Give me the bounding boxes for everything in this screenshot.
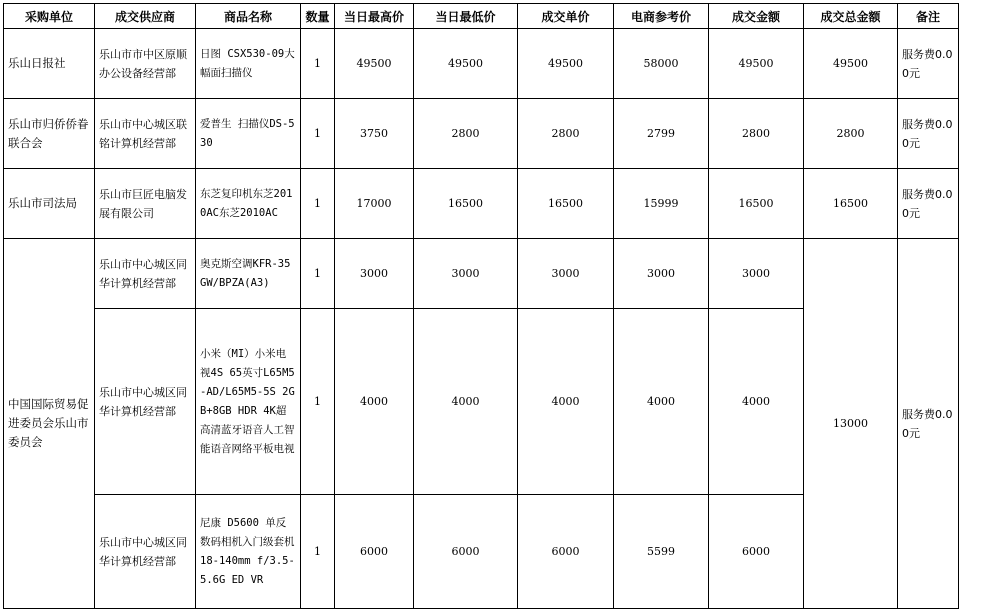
header-daily-high-price: 当日最高价 [335, 4, 414, 29]
quantity-cell: 1 [301, 29, 335, 99]
remarks-cell: 服务费0.00元 [898, 99, 959, 169]
unit-price-cell: 4000 [518, 309, 614, 495]
unit-price-cell: 49500 [518, 29, 614, 99]
purchasing-unit-cell: 乐山市归侨侨眷联合会 [4, 99, 95, 169]
table-row [4, 99, 959, 169]
header-row [4, 4, 959, 29]
daily-high-price-cell: 4000 [335, 309, 414, 495]
daily-high-price-cell: 6000 [335, 495, 414, 609]
amount-cell: 3000 [709, 239, 804, 309]
purchasing-unit-cell: 乐山日报社 [4, 29, 95, 99]
daily-high-price-cell: 17000 [335, 169, 414, 239]
supplier-cell: 乐山市中心城区联铭计算机经营部 [95, 99, 196, 169]
amount-cell: 6000 [709, 495, 804, 609]
reference-price-cell: 58000 [614, 29, 709, 99]
reference-price-cell: 3000 [614, 239, 709, 309]
quantity-cell: 1 [301, 495, 335, 609]
header-unit-price: 成交单价 [518, 4, 614, 29]
total-amount-cell: 2800 [804, 99, 898, 169]
daily-low-price-cell: 2800 [414, 99, 518, 169]
daily-low-price-cell: 49500 [414, 29, 518, 99]
procurement-table [3, 3, 959, 609]
header-amount: 成交金额 [709, 4, 804, 29]
amount-cell: 4000 [709, 309, 804, 495]
daily-low-price-cell: 6000 [414, 495, 518, 609]
header-supplier: 成交供应商 [95, 4, 196, 29]
header-product-name: 商品名称 [196, 4, 301, 29]
procurement-table-wrapper [3, 3, 959, 609]
unit-price-cell: 16500 [518, 169, 614, 239]
header-remarks: 备注 [898, 4, 959, 29]
amount-cell: 16500 [709, 169, 804, 239]
quantity-cell: 1 [301, 99, 335, 169]
table-header [4, 4, 959, 29]
table-body [4, 29, 959, 609]
product-name-cell: 东芝复印机东芝2010AC东芝2010AC [196, 169, 301, 239]
supplier-cell: 乐山市中心城区同华计算机经营部 [95, 495, 196, 609]
product-name-cell: 小米（MI）小米电视4S 65英寸L65M5-AD/L65M5-5S 2GB+8GB HDR 4K超高清蓝牙语音人工智能语音网络平板电视 [196, 309, 301, 495]
total-amount-cell: 16500 [804, 169, 898, 239]
remarks-cell: 服务费0.00元 [898, 169, 959, 239]
product-name-cell: 爱普生 扫描仪DS-530 [196, 99, 301, 169]
daily-high-price-cell: 3000 [335, 239, 414, 309]
daily-low-price-cell: 16500 [414, 169, 518, 239]
total-amount-cell: 13000 [804, 239, 898, 609]
reference-price-cell: 5599 [614, 495, 709, 609]
purchasing-unit-cell: 中国国际贸易促进委员会乐山市委员会 [4, 239, 95, 609]
reference-price-cell: 4000 [614, 309, 709, 495]
header-total-amount: 成交总金额 [804, 4, 898, 29]
supplier-cell: 乐山市市中区原顺办公设备经营部 [95, 29, 196, 99]
header-daily-low-price: 当日最低价 [414, 4, 518, 29]
amount-cell: 49500 [709, 29, 804, 99]
daily-low-price-cell: 3000 [414, 239, 518, 309]
quantity-cell: 1 [301, 169, 335, 239]
quantity-cell: 1 [301, 239, 335, 309]
table-row [4, 239, 959, 309]
purchasing-unit-cell: 乐山市司法局 [4, 169, 95, 239]
quantity-cell: 1 [301, 309, 335, 495]
supplier-cell: 乐山市巨匠电脑发展有限公司 [95, 169, 196, 239]
table-row [4, 169, 959, 239]
unit-price-cell: 3000 [518, 239, 614, 309]
total-amount-cell: 49500 [804, 29, 898, 99]
product-name-cell: 奥克斯空调KFR-35GW/BPZA(A3) [196, 239, 301, 309]
supplier-cell: 乐山市中心城区同华计算机经营部 [95, 239, 196, 309]
unit-price-cell: 6000 [518, 495, 614, 609]
unit-price-cell: 2800 [518, 99, 614, 169]
daily-high-price-cell: 3750 [335, 99, 414, 169]
remarks-cell: 服务费0.00元 [898, 29, 959, 99]
table-row [4, 29, 959, 99]
product-name-cell: 日图 CSX530-09大幅面扫描仪 [196, 29, 301, 99]
product-name-cell: 尼康 D5600 单反数码相机入门级套机 18-140mm f/3.5-5.6G ED VR [196, 495, 301, 609]
daily-low-price-cell: 4000 [414, 309, 518, 495]
reference-price-cell: 2799 [614, 99, 709, 169]
remarks-cell: 服务费0.00元 [898, 239, 959, 609]
header-purchasing-unit: 采购单位 [4, 4, 95, 29]
header-ecommerce-reference-price: 电商参考价 [614, 4, 709, 29]
header-quantity: 数量 [301, 4, 335, 29]
supplier-cell: 乐山市中心城区同华计算机经营部 [95, 309, 196, 495]
amount-cell: 2800 [709, 99, 804, 169]
reference-price-cell: 15999 [614, 169, 709, 239]
daily-high-price-cell: 49500 [335, 29, 414, 99]
